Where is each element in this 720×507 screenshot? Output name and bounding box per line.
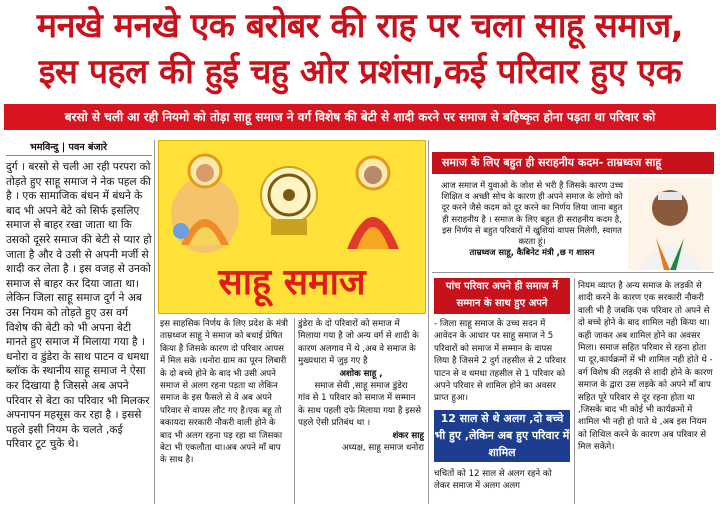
minister-portrait xyxy=(628,178,712,270)
headline-line-1: मनखे मनखे एक बरोबर की राह पर चला साहू समाज, xyxy=(36,6,684,46)
column-divider xyxy=(428,140,429,504)
column-4-text-2: चचितों को 12 साल से अलग रहने को लेकर समाज में अलग अलग xyxy=(434,469,552,492)
lead-article-text: दुर्ग । बरसो से चली आ रही परपरा को तोड़ते हुए साहू समाज ने नेक पहल की है । एक सामाजिक बंधन में बंधने के बाद भी अपने बेटे को सिर्फ इसलिए समाज से बाहर रखा जाता था कि उसको दूसरे समाज की बेटी से प्यार हो जाता है और वे उसी से अपनी मर्जी से शादी कर लेता है । इस वजह से उनको समाज से बाहर कर दिया जाता था। लेकिन जिला साहू समाज दुर्ग ने अब उस नियम को तोड़ते हुए उस वर्ग विशेष की बेटी को भी अपना बेटी मानते हुए समाज में मिलाया गया है । धनोरा व डुंडेरा के साथ पाटन व धमधा ब्लॉक के स्थानीय साहू समाज ने ऐसा कर दिखाया है जिससे अब अपने परिवार से बेटा का परिवार भी मिलकर अपनापन महसूस कर रहा है । इससे पहले इसी नियम के चलते ,कई परिवार टूट चुके थे। xyxy=(6,161,152,451)
box-divider xyxy=(432,272,714,273)
column-4-text: - जिला साहू समाज के उच्च सदन में आवेदन के आधार पर साहू समाज ने 5 परिवारों को समाज में सम्मान के वापस लिया है जिसमे 2 दुर्ग तहसील से 2 परिवार पाटन से व धमधा तहसील से 1 परिवार को अपने परिवार से शामिल होने का अवसर प्राप्त हुआ। xyxy=(434,319,566,404)
banner-illustration xyxy=(159,145,425,255)
article-column-4-cont xyxy=(434,468,570,504)
signature-role: अध्यक्ष, साहू समाज धनोरा xyxy=(341,443,424,454)
article-column-2 xyxy=(160,318,290,504)
minister-quote-text: आज समाज में युवाओ के जोश से भरी है जिसके कारण उच्च शिक्षित व अच्छी सोच के कारण ही अपने समाज के लोगो को दूर करने जैसे कदम को दूर करने का निर्णय लिया जाना बहुत ही सराहनीय है । समाज के लिए बहुत ही सराहनीय कदम है, इस निर्णय से बहुत परिवारों में खुशियां वापस मिलेगी, स्वागत करता हूं। xyxy=(440,180,624,247)
column-5-text: नियम व्याप्त है अन्य समाज के लड़की से शादी करने के कारण एक सरकारी नौकरी वाली भी है जबकि एक परिवार तो अपने से दो बच्चे होने के बाद शामिल नही किया था। कही जाकर अब शामिल होने का अवसर मिला। समाज सहित परिवार से रहना होता था दूर,कार्यक्रमों में भी शामिल नही होते थे - वर्ग विशेष की लड़की से शादी होने के कारण समाज के द्वारा उस लड़के को अपने माँ बाप सहित पूरे परिवार से दूर रहना होता था ,जिसके बाद भी कोई भी कार्यक्रमों में शामिल भी नही हो पाते थे ,अब इस नियम को शिथिल करने के कारण अब परिवार से मिल सकेंगे। xyxy=(578,281,713,453)
minister-quote xyxy=(440,180,624,266)
headline xyxy=(0,0,720,96)
sahu-samaj-banner xyxy=(158,140,426,314)
lead-article-column xyxy=(6,140,152,504)
column-divider xyxy=(154,140,155,504)
quote-dhanora-text: गांव से 1 परिवार को समाज में सम्मान के साथ पहली दफे मिलाया गया है इससे पहले ऐसी प्रतिबंध था । xyxy=(298,393,422,429)
minister-signature: ताम्रध्वज साहू, कैबिनेट मंत्री ,छ ग शासन xyxy=(469,247,595,258)
signature-name: अशोक साहू , xyxy=(339,368,383,379)
minister-quote-heading: समाज के लिए बहुत ही सराहनीय कदम- ताम्रध्वज साहू xyxy=(432,152,714,174)
deity-figure-icon xyxy=(171,155,239,253)
column-divider xyxy=(574,278,575,504)
banner-title: साहू समाज xyxy=(218,262,366,303)
twelve-years-subhead: 12 साल से थे अलग ,दो बच्चे भी हुए ,लेकिन अब हुए परिवार में शामिल xyxy=(434,410,570,462)
subheadline-band: बरसो से चली आ रही नियमो को तोड़ा साहू समाज ने वर्ग विशेष की बेटी से शादी करने पर समाज से बहिष्कृत होना पड़ता था परिवार को xyxy=(4,104,716,130)
article-column-3 xyxy=(298,318,424,504)
column-divider xyxy=(294,318,295,504)
byline: भमविन्दु | पवन बंजारे xyxy=(6,140,152,156)
signature-name: शंकर साहू xyxy=(392,430,424,441)
quote-dundera-text: डुंडेरा के दो परिवारों को समाज में मिलाया गया है जो अन्य वर्ग से शादी के कारण अलगाव में थे ,अब वे समाज के मुख्यधारा में जुड़ गए है xyxy=(298,319,419,367)
woman-figure-icon xyxy=(347,157,399,249)
headline-line-2: इस पहल की हुई चहु ओर प्रशंसा,कई परिवार हुए एक xyxy=(38,52,682,92)
five-families-subhead: पांच परिवार अपने ही समाज में सम्मान के साथ हुए अपने xyxy=(434,278,570,314)
article-column-4 xyxy=(434,318,570,404)
signature-role: समाज सेवी ,साहू समाज डुंडेरा xyxy=(314,381,408,392)
column-2-text: इस साहसिक निर्णय के लिए प्रदेश के मंत्री ताम्रध्वज साहू ने समाज को बधाई प्रेषित किया है जिसके कारण दो परिवार आपस में मिल सके ।धनोरा ग्राम का पूरन लिबारी के दो बच्चे होने के बाद भी उसी अपने समाज से अलग रहना पड़ता था लेकिन समाज के इस फैसले से वे अब अपने परिवार से वापस लौट गए है।एक बहू तो बकायदा सरकारी नौकरी वाली होने के बाद भी अलग रहना पड़ रहा था जिसका बेटा भी एकलौता था।अब अपने माँ बाप के साथ है। xyxy=(160,319,288,466)
article-column-5 xyxy=(578,280,714,504)
kirtan-symbol-icon xyxy=(261,167,317,235)
